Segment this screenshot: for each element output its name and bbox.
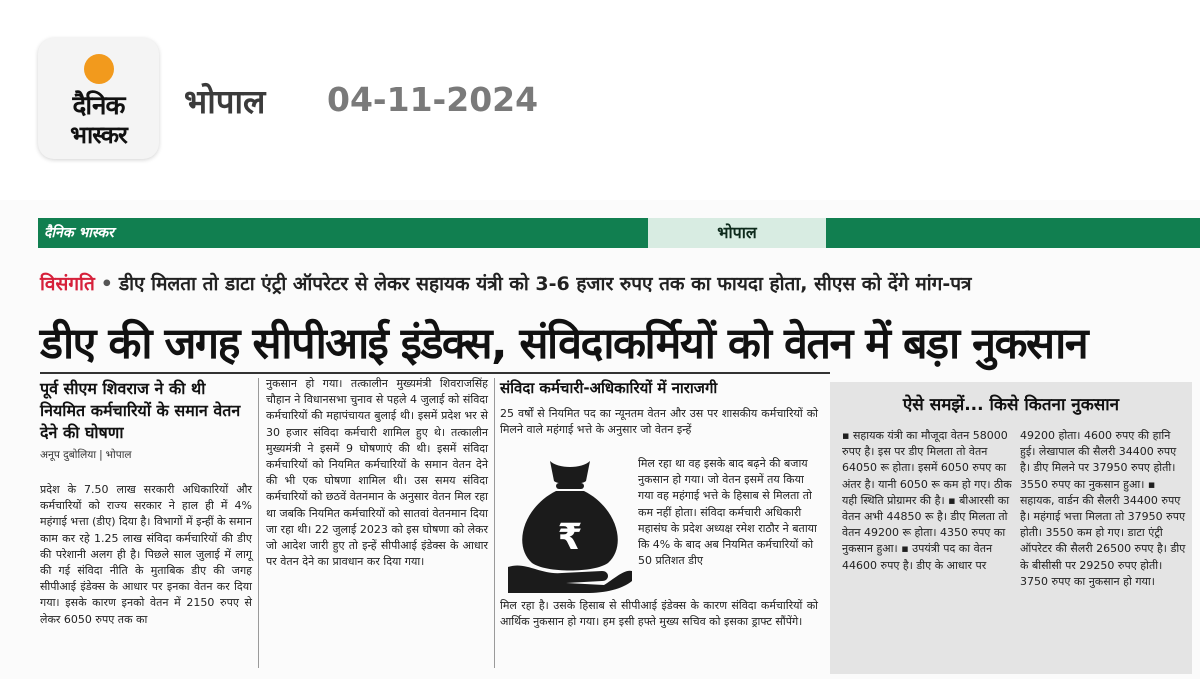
kicker-tag: विसंगति — [40, 273, 95, 295]
rupee-symbol: ₹ — [557, 517, 583, 558]
column3-side-text: मिल रहा था वह इसके बाद बढ़ने की बजाय नुकसान हो गया। जो वेतन इसमें तय किया गया वह महंगाई भत्ते के हिसाब से मिलता तो कम नहीं होता। संविदा कर्मचारी अधिकारी महासंघ के प्रदेश अध्यक्ष रमेश राठौर ने बताया कि 4% के बाद अब नियमित कर्मचारियों को 50 प्रतिशत डीए — [638, 457, 817, 568]
explainer-left-column: ▪ सहायक यंत्री का मौजूदा वेतन 58000 रुपए है। इस पर डीए मिलता तो वेतन 64050 रू होता। इसमें 6050 रुपए का अंतर है। यानी 6050 रू कम हो गए। ठीक यही स्थिति प्रोग्रामर की है। ▪ बीआरसी का वेतन अभी 44850 रू है। डीए मिलता तो वेतन 49200 रू होता। 4350 रुपए का नुकसान हुआ। ▪ उपयंत्री पद का वेतन 44600 रुपए है। डीए के आधार पर — [842, 429, 1012, 572]
byline-place: भोपाल — [105, 449, 132, 461]
headline-rule — [40, 372, 830, 374]
band-city: भोपाल — [648, 218, 826, 248]
column1-body: प्रदेश के 7.50 लाख सरकारी अधिकारियों और कर्मचारियों को राज्य सरकार ने हाल ही में 4% महंगाई भत्ता (डीए) दिया है। विभागों में इन्हीं के समान काम कर रहे 1.25 लाख संविदा कर्मचारियों की डीए की परेशानी अलग ही है। पिछले साल जुलाई में लागू की गई संविदा नीति के मुताबिक डीए की जगह सीपीआई इंडेक्स के आधार पर इनका वेतन कर दिया गया। इसके कारण इनको वेतन में 2150 रुपए से लेकर 6050 रुपए तक का — [40, 483, 252, 626]
column-divider — [494, 378, 495, 668]
logo-text-line2: भास्कर — [70, 121, 127, 149]
column3-heading: संविदा कर्मचारी-अधिकारियों में नाराजगी — [500, 379, 718, 397]
newspaper-clipping — [0, 200, 1200, 679]
column3-outro: मिल रहा है। उसके हिसाब से सीपीआई इंडेक्स के कारण संविदा कर्मचारियों को आर्थिक नुकसान हो गया। हम इसी हफ्ते मुख्य सचिव को इसका ड्राफ्ट सौंपेंगे। — [500, 599, 818, 629]
section-band — [38, 218, 1200, 248]
byline — [40, 448, 245, 462]
explainer-title: ऐसे समझें... किसे कितना नुकसान — [902, 395, 1120, 415]
column2-body: नुकसान हो गया। तत्कालीन मुख्यमंत्री शिवराजसिंह चौहान ने विधानसभा चुनाव से पहले 4 जुलाई को संविदा कर्मचारियों की महापंचायत बुलाई थी। इसमें प्रदेश भर से 30 हजार संविदा कर्मचारी शामिल हुए थे। तत्कालीन मुख्यमंत्री ने इसमें 9 घोषणाएं की थी। इसमें संविदा कर्मचारियों को नियमित कर्मचारियों के समान वेतन देने की भी एक घोषणा शामिल थी। उस समय संविदा कर्मचारियों को छठवें वेतनमान के अनुसार वेतन मिल रहा था जबकि नियमित कर्मचारियों को सातवां वेतनमान दिया जा रहा थी। 22 जुलाई 2023 को इस घोषणा को लेकर जो आदेश जारी हुए तो इन्हें सीपीआई इंडेक्स के आधार पर वेतन देने का प्रावधान कर दिया गया। — [266, 377, 488, 569]
kicker — [40, 270, 1180, 296]
sun-icon — [84, 54, 114, 84]
explainer-right-column: 49200 होता। 4600 रुपए की हानि हुई। लेखापाल की सैलरी 34400 रुपए है। डीए मिलने पर 37950 रुपए होती। 3550 रुपए का नुकसान हुआ। ▪ सहायक, वार्डन की सैलरी 34400 रुपए है। महंगाई भत्ता मिलता तो 37950 रुपए होती। 3550 कम हो गए। डाटा एंट्री ऑपरेटर की सैलरी 26500 रुपए है। डीए के बीसीसी पर 29250 रुपए होती। 3750 रुपए का नुकसान हो गया। — [1020, 429, 1186, 588]
logo-text-line1: दैनिक — [72, 91, 125, 121]
bullet-icon: • — [100, 273, 113, 295]
headline: डीए की जगह सीपीआई इंडेक्स, संविदाकर्मियों को वेतन में बड़ा नुकसान — [40, 319, 1088, 369]
byline-author: अनूप दुबोलिया — [40, 449, 97, 461]
edition-date: 04-11-2024 — [327, 80, 539, 119]
band-brand: दैनिक भास्कर — [44, 225, 114, 241]
edition-name: भोपाल — [184, 82, 266, 121]
subhead: पूर्व सीएम शिवराज ने की थी नियमित कर्मचारियों के समान वेतन देने की घोषणा — [40, 379, 241, 442]
kicker-text: डीए मिलता तो डाटा एंट्री ऑपरेटर से लेकर सहायक यंत्री को 3-6 हजार रुपए तक का फायदा होता, सीएस को देंगे मांग-पत्र — [118, 273, 972, 295]
money-bag-icon — [506, 455, 634, 593]
app-header — [0, 0, 1200, 190]
byline-separator: | — [99, 449, 103, 461]
loss-explainer-box — [830, 382, 1192, 674]
column3-intro: 25 वर्षों से नियमित पद का न्यूनतम वेतन और उस पर शासकीय कर्मचारियों को मिलने वाले महंगाई भत्ते के अनुसार जो वेतन इन्हें — [500, 407, 818, 437]
dainik-bhaskar-logo[interactable] — [38, 38, 159, 159]
column-divider — [258, 378, 259, 668]
